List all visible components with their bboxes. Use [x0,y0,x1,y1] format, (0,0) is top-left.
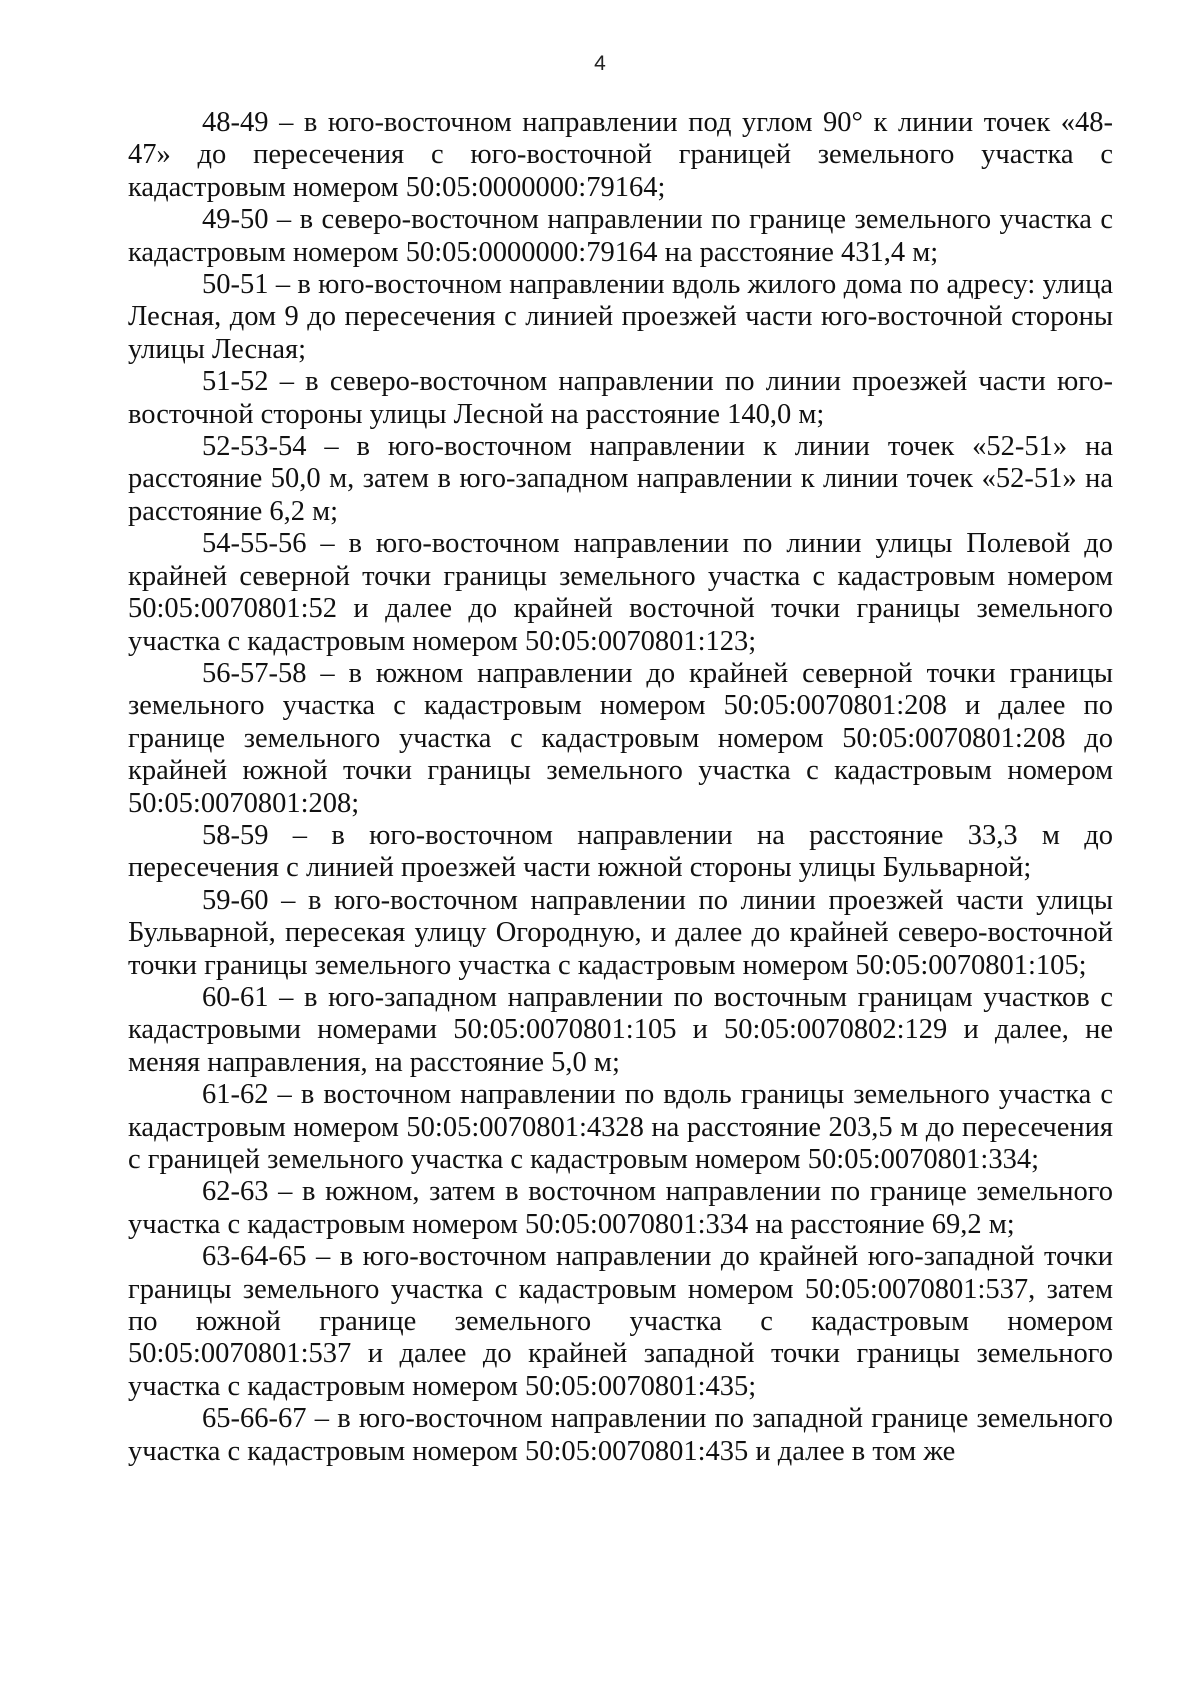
paragraph: 63-64-65 – в юго-восточном направлении до крайней юго-западной точки границы земельного участка с кадастровым номером 50:05:0070801:537, затем по южной границе земельного участка с кадастровым номером 50:05:0070801:537 и далее до крайней западной точки границы земельного участка с кадастровым номером 50:05:0070801:435; [128,1241,1113,1402]
paragraph: 54-55-56 – в юго-восточном направлении по линии улицы Полевой до крайней северной точки границы земельного участка с кадастровым номером 50:05:0070801:52 и далее до крайней восточной точки границы земельного участка с кадастровым номером 50:05:0070801:123; [128,528,1113,657]
paragraph: 48-49 – в юго-восточном направлении под углом 90° к линии точек «48-47» до пересечения с юго-восточной границей земельного участка с кадастровым номером 50:05:0000000:79164; [128,107,1113,203]
paragraph: 65-66-67 – в юго-восточном направлении по западной границе земельного участка с кадастровым номером 50:05:0070801:435 и далее в том же [128,1403,1113,1467]
document-body [128,107,1113,1468]
paragraph: 59-60 – в юго-восточном направлении по линии проезжей части улицы Бульварной, пересекая улицу Огородную, и далее до крайней северо-восточной точки границы земельного участка с кадастровым номером 50:05:0070801:105; [128,884,1113,981]
paragraph: 61-62 – в восточном направлении по вдоль границы земельного участка с кадастровым номером 50:05:0070801:4328 на расстояние 203,5 м до пересечения с границей земельного участка с кадастровым номером 50:05:0070801:334; [128,1079,1113,1175]
paragraph: 49-50 – в северо-восточном направлении по границе земельного участка с кадастровым номером 50:05:0000000:79164 на расстояние 431,4 м; [128,204,1113,268]
paragraph: 62-63 – в южном, затем в восточном направлении по границе земельного участка с кадастровым номером 50:05:0070801:334 на расстояние 69,2 м; [128,1176,1113,1240]
paragraph: 60-61 – в юго-западном направлении по восточным границам участков с кадастровыми номерами 50:05:0070801:105 и 50:05:0070802:129 и далее, не меняя направления, на расстояние 5,0 м; [128,981,1113,1078]
paragraph: 58-59 – в юго-восточном направлении на расстояние 33,3 м до пересечения с линией проезжей части южной стороны улицы Бульварной; [128,819,1113,884]
paragraph: 50-51 – в юго-восточном направлении вдоль жилого дома по адресу: улица Лесная, дом 9 до пересечения с линией проезжей части юго-восточной стороны улицы Лесная; [128,269,1113,365]
paragraph: 56-57-58 – в южном направлении до крайней северной точки границы земельного участка с кадастровым номером 50:05:0070801:208 и далее по границе земельного участка с кадастровым номером 50:05:0070801:208 до крайней южной точки границы земельного участка с кадастровым номером 50:05:0070801:208; [128,657,1113,819]
page-number: 4 [594,52,606,75]
paragraph: 52-53-54 – в юго-восточном направлении к линии точек «52-51» на расстояние 50,0 м, затем в юго-западном направлении к линии точек «52-51» на расстояние 6,2 м; [128,431,1113,527]
paragraph: 51-52 – в северо-восточном направлении по линии проезжей части юго-восточной стороны улицы Лесной на расстояние 140,0 м; [128,366,1113,430]
